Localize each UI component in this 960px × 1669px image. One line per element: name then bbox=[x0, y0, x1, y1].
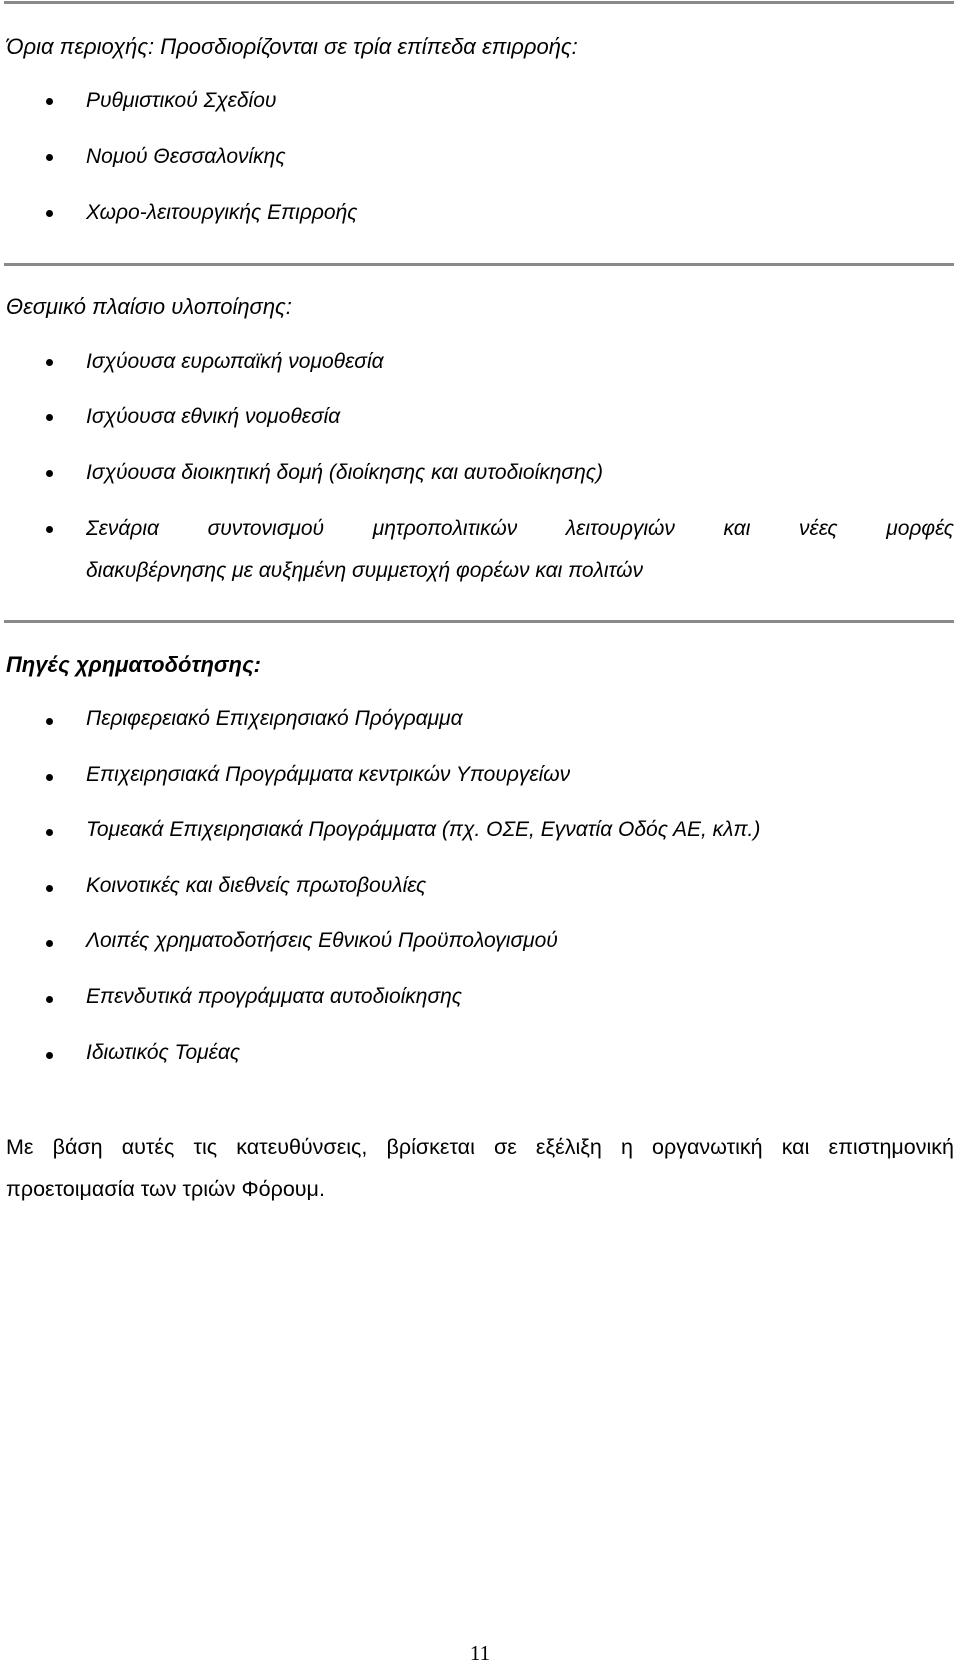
bullet-icon bbox=[46, 359, 53, 366]
paragraph-line: Με βάση αυτές τις κατευθύνσεις, βρίσκεται σε εξέλιξη η οργανωτική και επιστημονική bbox=[6, 1135, 954, 1159]
bullet-icon bbox=[46, 470, 53, 477]
list-item: Ισχύουσα εθνική νομοθεσία bbox=[86, 405, 341, 428]
list-item: Επιχειρησιακά Προγράμματα κεντρικών Υπουργείων bbox=[86, 763, 571, 786]
page-number: 11 bbox=[469, 1641, 491, 1665]
section-divider bbox=[4, 620, 954, 623]
list-item-line: Σενάρια συντονισμού μητροπολιτικών λειτουργιών και νέες μορφές bbox=[86, 517, 954, 540]
bullet-icon bbox=[46, 940, 53, 947]
bullet-icon bbox=[46, 774, 53, 781]
section-heading: Όρια περιοχής: Προσδιορίζονται σε τρία επίπεδα επιρροής: bbox=[6, 34, 578, 59]
bullet-icon bbox=[46, 885, 53, 892]
bullet-icon bbox=[46, 829, 53, 836]
list-item: Τομεακά Επιχειρησιακά Προγράμματα (πχ. ΟΣΕ, Εγνατία Οδός ΑΕ, κλπ.) bbox=[86, 818, 761, 841]
list-item-line: διακυβέρνησης με αυξημένη συμμετοχή φορέων και πολιτών bbox=[86, 559, 643, 582]
section-heading: Θεσμικό πλαίσιο υλοποίησης: bbox=[6, 294, 292, 319]
list-item: Ισχύουσα διοικητική δομή (διοίκησης και αυτοδιοίκησης) bbox=[86, 461, 603, 484]
list-item: Χωρο-λειτουργικής Επιρροής bbox=[86, 201, 358, 224]
paragraph-line: προετοιμασία των τριών Φόρουμ. bbox=[6, 1177, 325, 1201]
bullet-icon bbox=[46, 718, 53, 725]
list-item: Νομού Θεσσαλονίκης bbox=[86, 145, 286, 168]
closing-paragraph bbox=[6, 1134, 954, 1202]
list-item: Λοιπές χρηματοδοτήσεις Εθνικού Προϋπολογισμού bbox=[86, 929, 558, 952]
bullet-icon bbox=[46, 526, 53, 533]
bullet-icon bbox=[46, 996, 53, 1003]
bullet-icon bbox=[46, 414, 53, 421]
section-divider bbox=[4, 1, 954, 4]
list-item: Ρυθμιστικού Σχεδίου bbox=[86, 89, 277, 112]
list-item: Περιφερειακό Επιχειρησιακό Πρόγραμμα bbox=[86, 707, 463, 730]
list-item: Επενδυτικά προγράμματα αυτοδιοίκησης bbox=[86, 985, 462, 1008]
list-item: Κοινοτικές και διεθνείς πρωτοβουλίες bbox=[86, 874, 427, 897]
bullet-icon bbox=[46, 1052, 53, 1059]
bullet-icon bbox=[46, 98, 53, 105]
section-heading: Πηγές χρηματοδότησης: bbox=[6, 652, 261, 677]
bullet-icon bbox=[46, 154, 53, 161]
list-item: Ισχύουσα ευρωπαϊκή νομοθεσία bbox=[86, 350, 384, 373]
bullet-icon bbox=[46, 210, 53, 217]
section-divider bbox=[4, 263, 954, 266]
list-item: Ιδιωτικός Τομέας bbox=[86, 1041, 241, 1064]
